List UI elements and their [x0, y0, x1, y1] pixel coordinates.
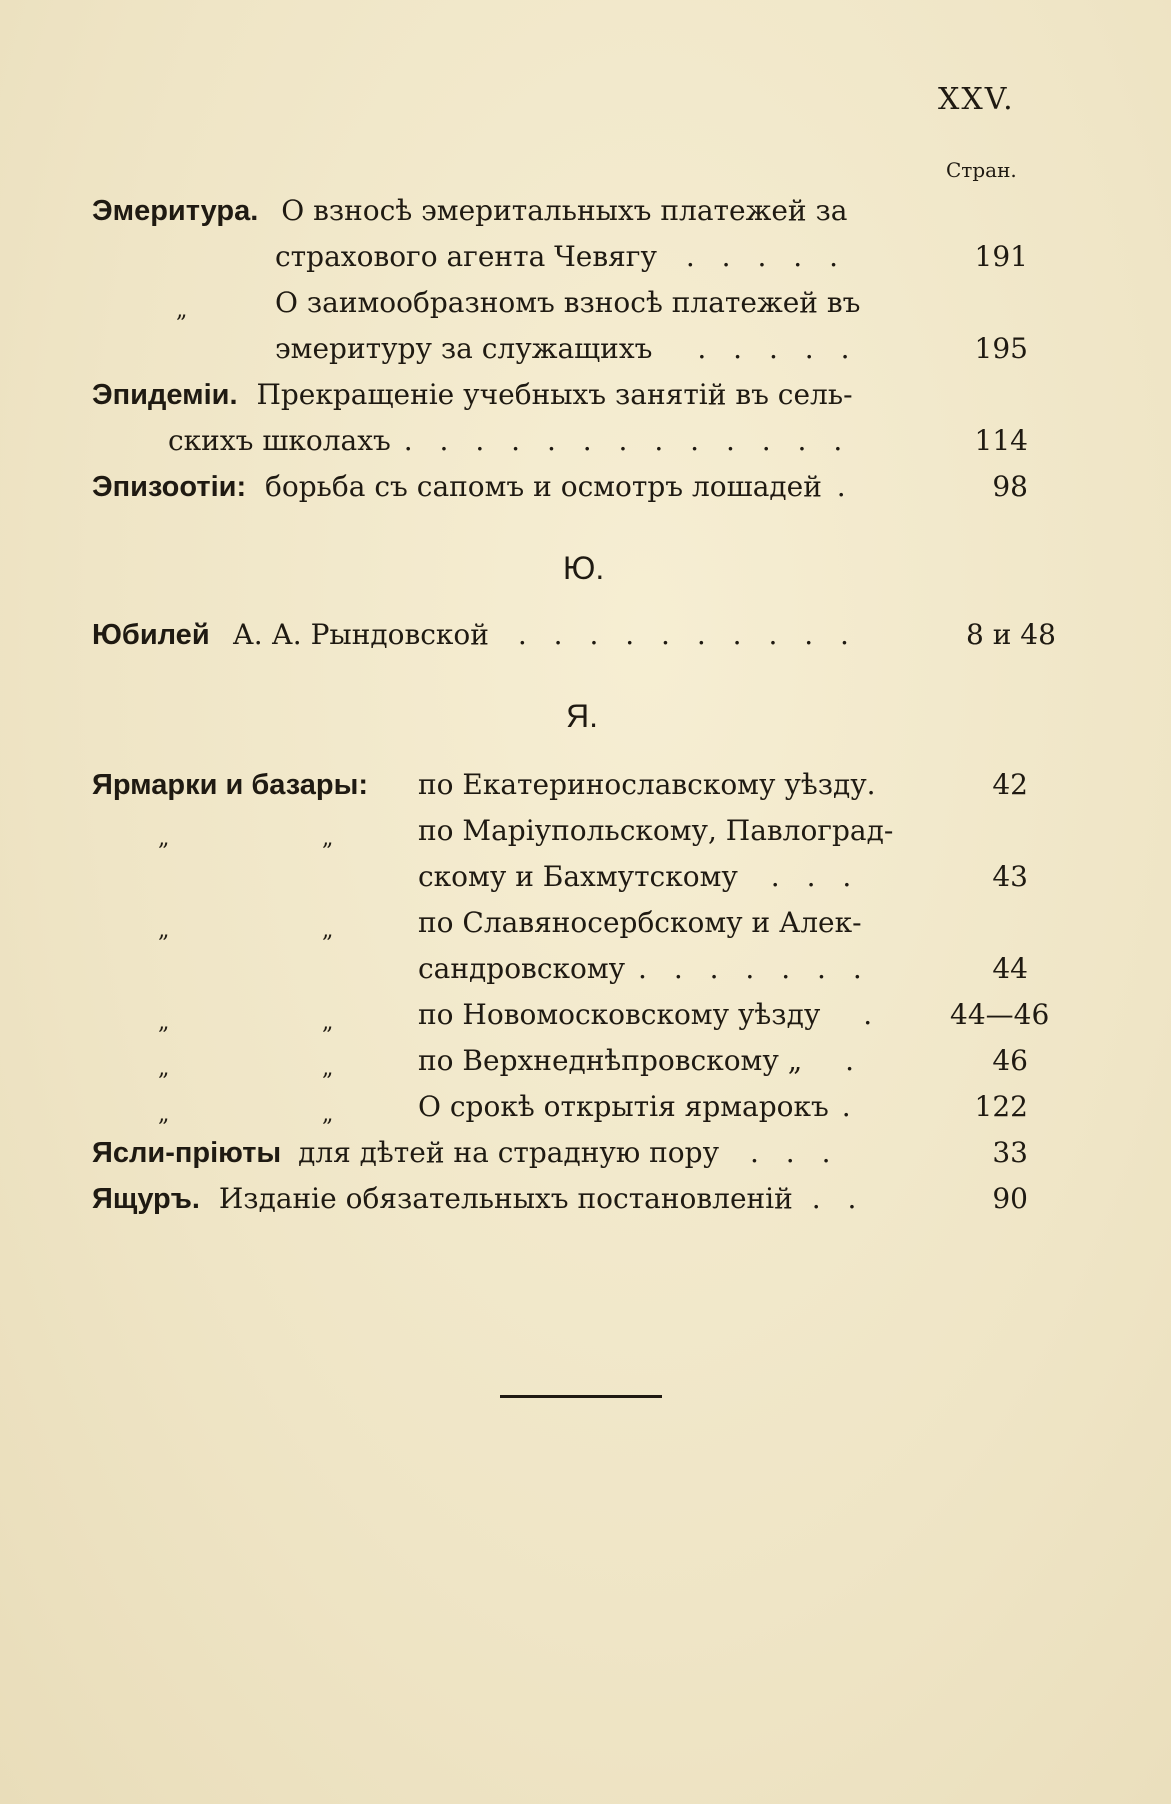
page-ref: 98: [992, 470, 1028, 503]
entry-text: скихъ школахъ: [168, 424, 391, 457]
entry-text: О срокѣ открытія ярмарокъ: [418, 1090, 829, 1123]
entry-yarmarki-line5: [418, 1038, 863, 1084]
entry-text: скому и Бахмутскому: [418, 860, 738, 893]
ditto-mark: „: [322, 1010, 334, 1035]
entry-text: для дѣтей на страдную пору: [298, 1136, 720, 1169]
entry-yarmarki-line4: [418, 992, 881, 1038]
page-ref: 90: [992, 1182, 1028, 1215]
leader-dots: .: [836, 470, 855, 503]
page-ref: 191: [974, 240, 1028, 273]
section-letter-ya: Я.: [566, 698, 598, 734]
page-ref: 42: [992, 768, 1028, 801]
leader-dots: . . . . . . . . . .: [517, 618, 858, 651]
entry-yasli: [92, 1130, 839, 1176]
entry-text: сандровскому: [418, 952, 626, 985]
leader-dots: . . .: [770, 860, 861, 893]
entry-epidemii-line1: [92, 372, 853, 418]
entry-heading: Эпизоотіи:: [92, 471, 247, 503]
entry-text: по Новомосковскому уѣзду: [418, 998, 821, 1031]
ditto-mark: „: [158, 918, 170, 943]
ditto-mark: „: [322, 918, 334, 943]
page-ref: 8 и 48: [966, 618, 1056, 651]
entry-emeritura-line3: О заимообразномъ взносѣ платежей въ: [275, 286, 861, 319]
leader-dots: . . . . .: [697, 332, 859, 365]
entry-heading: Ящуръ.: [92, 1183, 200, 1215]
entry-text: борьба съ сапомъ и осмотръ лошадей: [265, 470, 822, 503]
entry-text: по Верхнеднѣпровскому „: [418, 1044, 803, 1077]
ditto-mark: „: [322, 1056, 334, 1081]
ditto-mark: „: [158, 826, 170, 851]
page-number: XXV.: [938, 82, 1015, 117]
leader-dots: . .: [811, 1182, 866, 1215]
ditto-mark: „: [322, 826, 334, 851]
page-ref: 114: [974, 424, 1028, 457]
entry-emeritura-line1: [92, 188, 847, 234]
leader-dots: . . . . . . .: [638, 952, 871, 985]
entry-yarmarki-line2a: по Маріупольскому, Павлоград-: [418, 814, 894, 847]
leader-dots: . . . . . . . . . . . . .: [403, 424, 852, 457]
ditto-mark: „: [158, 1102, 170, 1127]
entry-text: эмеритуру за служащихъ: [275, 332, 653, 365]
ditto-mark: „: [158, 1010, 170, 1035]
page-ref: 122: [974, 1090, 1028, 1123]
leader-dots: .: [845, 1044, 864, 1077]
entry-text: страхового агента Чевягу: [275, 240, 657, 273]
page-ref: 44: [992, 952, 1028, 985]
entry-text: А. А. Рындовской: [232, 618, 489, 651]
ditto-mark: „: [158, 1056, 170, 1081]
entry-epidemii-line2: [168, 418, 851, 464]
entry-epizootii: [92, 464, 855, 510]
page-ref: 46: [992, 1044, 1028, 1077]
leader-dots: .: [841, 1090, 860, 1123]
leader-dots: . . . . .: [685, 240, 847, 273]
entry-yashchur: [92, 1176, 865, 1222]
page-ref: 33: [992, 1136, 1028, 1169]
entry-emeritura-line2: [275, 234, 847, 280]
entry-text: О взносѣ эмеритальныхъ платежей за: [281, 194, 848, 227]
entry-yarmarki-line1: по Екатеринославскому уѣзду.: [418, 768, 876, 801]
entry-heading: Юбилей: [92, 619, 210, 651]
entry-text: Изданіе обязательныхъ постановленій: [218, 1182, 793, 1215]
page-ref: 43: [992, 860, 1028, 893]
ditto-mark: „: [322, 1102, 334, 1127]
section-letter-yu: Ю.: [563, 550, 605, 586]
leader-dots: . . .: [749, 1136, 840, 1169]
leader-dots: .: [863, 998, 882, 1031]
entry-text: Прекращеніе учебныхъ занятій въ сель-: [256, 378, 853, 411]
ditto-mark: „: [176, 298, 188, 323]
entry-emeritura-line4: [275, 326, 858, 372]
column-label: Стран.: [946, 158, 1017, 182]
entry-yubiley: [92, 612, 858, 658]
entry-yarmarki-line6: [418, 1084, 860, 1130]
page-ref: 195: [974, 332, 1028, 365]
entry-yarmarki-line3b: [418, 946, 871, 992]
entry-heading: Ясли-пріюты: [92, 1137, 282, 1169]
entry-yarmarki-line2b: [418, 854, 860, 900]
page-ref: 44—46: [950, 998, 1050, 1031]
entry-heading: Эпидеміи.: [92, 379, 238, 411]
entry-yarmarki-line3a: по Славяносербскому и Алек-: [418, 906, 862, 939]
entry-heading: Эмеритура.: [92, 195, 259, 227]
closing-rule: [500, 1395, 662, 1398]
entry-yarmarki-heading: Ярмарки и базары:: [92, 769, 369, 801]
